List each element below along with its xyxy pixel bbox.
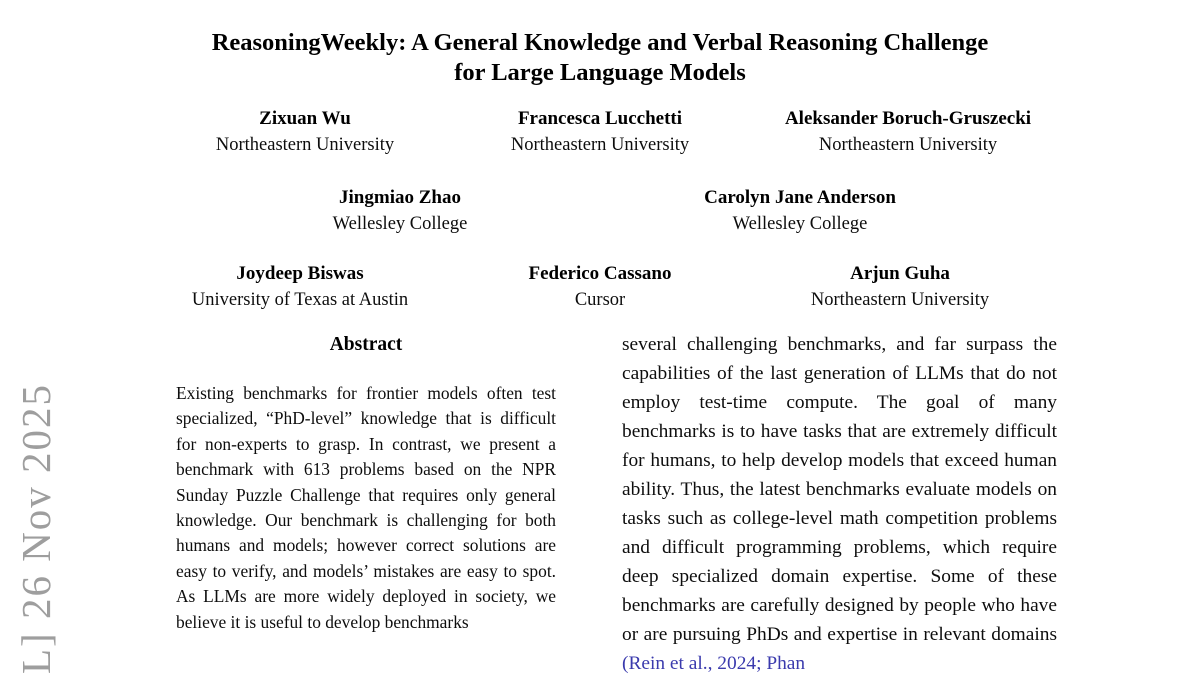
title-line-1: ReasoningWeekly: A General Knowledge and Verbal Reasoning Challenge [211, 29, 989, 56]
author-name: Aleksander Boruch-Gruszecki [784, 108, 1032, 129]
author-affiliation: Wellesley College [332, 214, 468, 234]
author-affiliation: Northeastern University [810, 290, 990, 310]
author-affiliation: Wellesley College [732, 214, 868, 234]
page-title [0, 28, 1200, 88]
author-name: Joydeep Biswas [236, 263, 364, 284]
author-affiliation: University of Texas at Austin [191, 290, 409, 310]
author-affiliation: Cursor [574, 290, 626, 310]
author-name: Carolyn Jane Anderson [704, 187, 896, 208]
author-affiliation: Northeastern University [510, 135, 690, 155]
intro-text: several challenging benchmarks, and far surpass the capabilities of the last generation of LLMs that do not employ test-time compute. The goal of many benchmarks is to have tasks that are extremely difficult for humans, to help develop models that exceed human ability. Thus, the latest benchmarks evaluate models on tasks such as college-level math competition problems and difficult programming problems, which require deep specialized domain expertise. Some of these benchmarks are carefully designed by people who have or are pursuing PhDs and expertise in relevant domains [622, 334, 1057, 645]
abstract-text: Existing benchmarks for frontier models often test specialized, “PhD-level” knowledge that is difficult for non-experts to grasp. In contrast, we present a benchmark with 613 problems based on the NPR Sunday Puzzle Challenge that requires only general knowledge. Our benchmark is challenging for both humans and models; however correct solutions are easy to verify, and models’ mistakes are easy to spot. As LLMs are more widely deployed in society, we believe it is useful to develop benchmarks [176, 383, 556, 632]
author-block [150, 106, 460, 158]
author-name: Jingmiao Zhao [339, 187, 461, 208]
author-affiliation: Northeastern University [215, 135, 395, 155]
author-block [745, 261, 1055, 313]
author-name: Federico Cassano [528, 263, 672, 284]
citation-link[interactable]: (Rein et al., 2024; Phan [622, 653, 806, 674]
author-name: Francesca Lucchetti [517, 108, 683, 129]
author-block [445, 106, 755, 158]
author-name: Zixuan Wu [259, 108, 351, 129]
author-block [728, 106, 1088, 158]
author-block [245, 185, 555, 237]
author-block [645, 185, 955, 237]
author-block [145, 261, 455, 313]
intro-column [622, 330, 1057, 678]
author-name: Arjun Guha [850, 263, 950, 284]
title-line-2: for Large Language Models [454, 59, 746, 86]
arxiv-watermark: L] 26 Nov 2025 [13, 382, 59, 674]
abstract-heading: Abstract [329, 334, 403, 355]
author-block [445, 261, 755, 313]
author-affiliation: Northeastern University [818, 135, 998, 155]
